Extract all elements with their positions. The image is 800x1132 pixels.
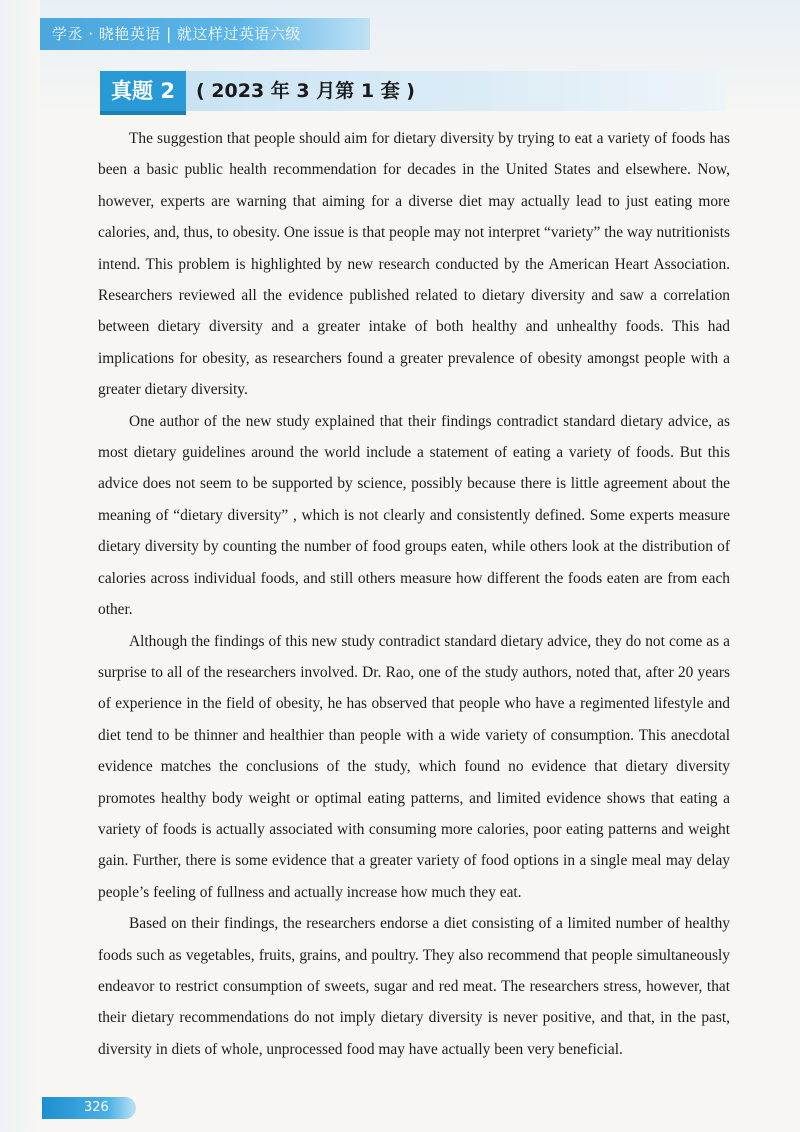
running-header-title: 学丞 · 晓艳英语 | 就这样过英语六级 (52, 25, 301, 43)
section-label: 真题 2 (100, 71, 186, 115)
article-paragraph-3: Although the findings of this new study contradict standard dietary advice, they do not come as a surprise to all of the researchers involved. Dr. Rao, one of the study authors, noted that, after 20 years of experience in the field of obesity, he has observed that people who have a regimented lifestyle and diet tend to be thinner and healthier than people with a wide variety of consumption. This anecdotal evidence matches the conclusions of the study, which found no evidence that dietary diversity promotes healthy body weight or optimal eating patterns, and limited evidence shows that eating a variety of foods is actually associated with consuming more calories, poor eating patterns and weight gain. Further, there is some evidence that a greater variety of food options in a single meal may delay people’s feeling of fullness and actually increase how much they eat. (98, 632, 730, 901)
section-subtitle: ( 2023 年 3 月第 1 套 ) (196, 80, 415, 102)
article-paragraph-4: Based on their findings, the researchers endorse a diet consisting of a limited number of healthy foods such as vegetables, fruits, grains, and poultry. They also recommend that people simultaneously endeavor to restrict consumption of sweets, sugar and red meat. The researchers stress, however, that their dietary recommendations do not imply dietary diversity is never positive, and that, in the past, diversity in diets of whole, unprocessed food may have actually been very beneficial. (98, 915, 730, 1058)
page-left-edge (0, 0, 40, 1132)
page-number: 326 (42, 1097, 136, 1119)
article-paragraph-1: The suggestion that people should aim for dietary diversity by trying to eat a variety of foods has been a basic public health recommendation for decades in the United States and elsewhere. Now, however, experts are warning that aiming for a diverse diet may actually lead to just eating more calories, and, thus, to obesity. One issue is that people may not interpret “variety” the way nutritionists intend. This problem is highlighted by new research conducted by the American Heart Association. Researchers reviewed all the evidence published related to dietary diversity and saw a correlation between dietary diversity and a greater intake of both healthy and unhealthy foods. This had implications for obesity, as researchers found a greater prevalence of obesity amongst people with a greater dietary diversity. (98, 130, 730, 399)
article-body (98, 123, 730, 1065)
article-paragraph-2: One author of the new study explained that their findings contradict standard dietary advice, as most dietary guidelines around the world include a statement of eating a variety of foods. But this advice does not seem to be supported by science, possibly because there is little agreement about the meaning of “dietary diversity” , which is not clearly and consistently defined. Some experts measure dietary diversity by counting the number of food groups eaten, while others look at the distribution of calories across individual foods, and still others measure how different the foods eaten are from each other. (98, 412, 730, 619)
